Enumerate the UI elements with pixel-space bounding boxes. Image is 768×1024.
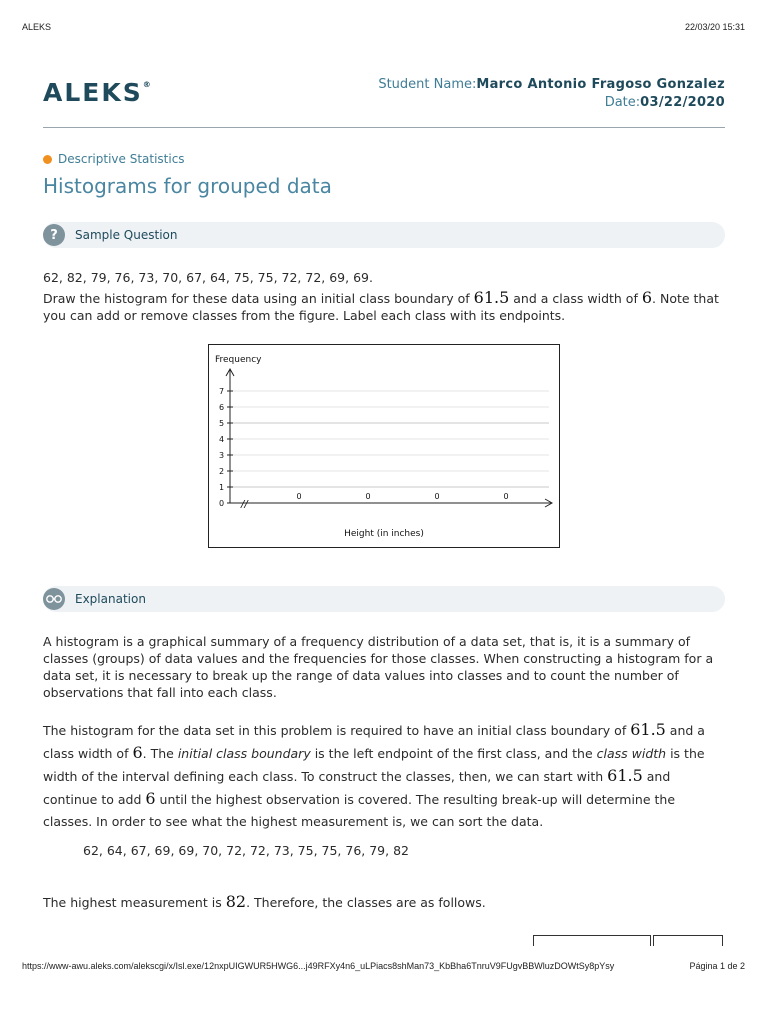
p3-value: 82	[225, 892, 247, 911]
p2-text: is the width of the interval defining each class. To construct the classes, then, we can start with	[43, 746, 705, 784]
bar-value-label: 0	[434, 492, 440, 501]
bar-value-label: 0	[296, 492, 302, 501]
p2-text: and a class width of	[43, 723, 705, 761]
y-tick-label: 6	[219, 403, 225, 412]
student-name: Marco Antonio Fragoso Gonzalez	[476, 77, 725, 92]
student-name-label: Student Name:	[378, 77, 477, 92]
print-footer-url: https://www-awu.aleks.com/alekscgi/x/Isl.exe/12nxpUIGWUR5HWG6...j49RFXy4n6_uLPiacs8shMan73_KbBha6TnruV9FUgvBBWluzDOWtSy8pYsy	[22, 961, 615, 971]
explanation-bar	[43, 586, 725, 612]
header-divider	[43, 127, 725, 128]
glasses-icon	[43, 588, 65, 610]
topic-category	[43, 152, 185, 166]
sample-question-label: Sample Question	[75, 228, 178, 242]
p3-text: . Therefore, the classes are as follows.	[246, 895, 486, 910]
p2-text: . The	[142, 746, 178, 761]
topic-dot-icon	[43, 155, 52, 164]
p2-term: initial class boundary	[177, 746, 311, 761]
y-tick-label: 2	[219, 467, 225, 476]
registered-mark: ®	[142, 80, 151, 89]
bar-value-label: 0	[365, 492, 371, 501]
p3-text: The highest measurement is	[43, 895, 226, 910]
classes-table-edge	[533, 935, 651, 946]
page-title: Histograms for grouped data	[43, 174, 332, 198]
y-tick-label: 5	[219, 419, 225, 428]
y-tick-label: 1	[219, 483, 225, 492]
prompt-text-c: . Note that you can add or remove classes from the figure. Label each class with its endpoints.	[43, 291, 719, 323]
y-tick-label: 0	[219, 499, 225, 508]
date-label: Date:	[604, 95, 641, 110]
y-tick-label: 4	[219, 435, 225, 444]
sample-question-bar	[43, 222, 725, 248]
boundary-value: 61.5	[473, 288, 510, 307]
aleks-logo	[43, 78, 151, 107]
explanation-paragraph-3	[43, 893, 725, 911]
p2-text: The histogram for the data set in this problem is required to have an initial class boundary of	[43, 723, 631, 738]
p2-text: until the highest observation is covered. The resulting break-up will determine the classes. In order to see what the highest measurement is, we can sort the data.	[43, 792, 676, 829]
p2-value: 61.5	[630, 720, 666, 739]
p2-value: 6	[132, 743, 143, 762]
p2-term: class width	[596, 746, 667, 761]
axis-break-mark: //	[241, 499, 248, 510]
explanation-label: Explanation	[75, 592, 146, 606]
bar-value-label: 0	[503, 492, 509, 501]
p2-value: 61.5	[607, 766, 643, 785]
prompt-text-b: and a class width of	[509, 291, 642, 306]
p2-text: is the left endpoint of the first class, and the	[310, 746, 597, 761]
question-prompt	[43, 289, 725, 324]
y-tick-label: 7	[219, 387, 225, 396]
topic-category-label: Descriptive Statistics	[58, 152, 185, 166]
histogram-chart[interactable]	[208, 344, 560, 548]
histogram-svg[interactable]	[209, 345, 559, 547]
p2-text: and continue to add	[43, 769, 671, 807]
date-value: 03/22/2020	[640, 95, 725, 110]
y-axis-label: Frequency	[215, 355, 262, 365]
p2-value: 6	[145, 789, 156, 808]
print-header-title: ALEKS	[22, 22, 52, 32]
data-line: 62, 82, 79, 76, 73, 70, 67, 64, 75, 75, 72, 72, 69, 69.	[43, 270, 373, 285]
width-value: 6	[641, 288, 653, 307]
explanation-paragraph-2	[43, 719, 725, 833]
prompt-text-a: Draw the histogram for these data using an initial class boundary of	[43, 291, 474, 306]
print-header-datetime: 22/03/20 15:31	[684, 22, 745, 32]
logo-text: ALEKS	[43, 78, 143, 107]
print-footer-page: Página 1 de 2	[689, 961, 745, 971]
question-icon: ?	[43, 224, 65, 246]
explanation-paragraph-1: A histogram is a graphical summary of a frequency distribution of a data set, that is, it is a summary of classes (groups) of data values and the frequencies for those classes. When constructing a histogram for a data set, it is necessary to break up the range of data values into classes and to count the number of observations that fall into each class.	[43, 634, 714, 700]
x-axis-label: Height (in inches)	[344, 529, 424, 539]
classes-table-edge	[653, 935, 723, 946]
y-tick-label: 3	[219, 451, 225, 460]
sorted-data: 62, 64, 67, 69, 69, 70, 72, 72, 73, 75, 75, 76, 79, 82	[83, 843, 409, 858]
student-info	[378, 76, 725, 112]
